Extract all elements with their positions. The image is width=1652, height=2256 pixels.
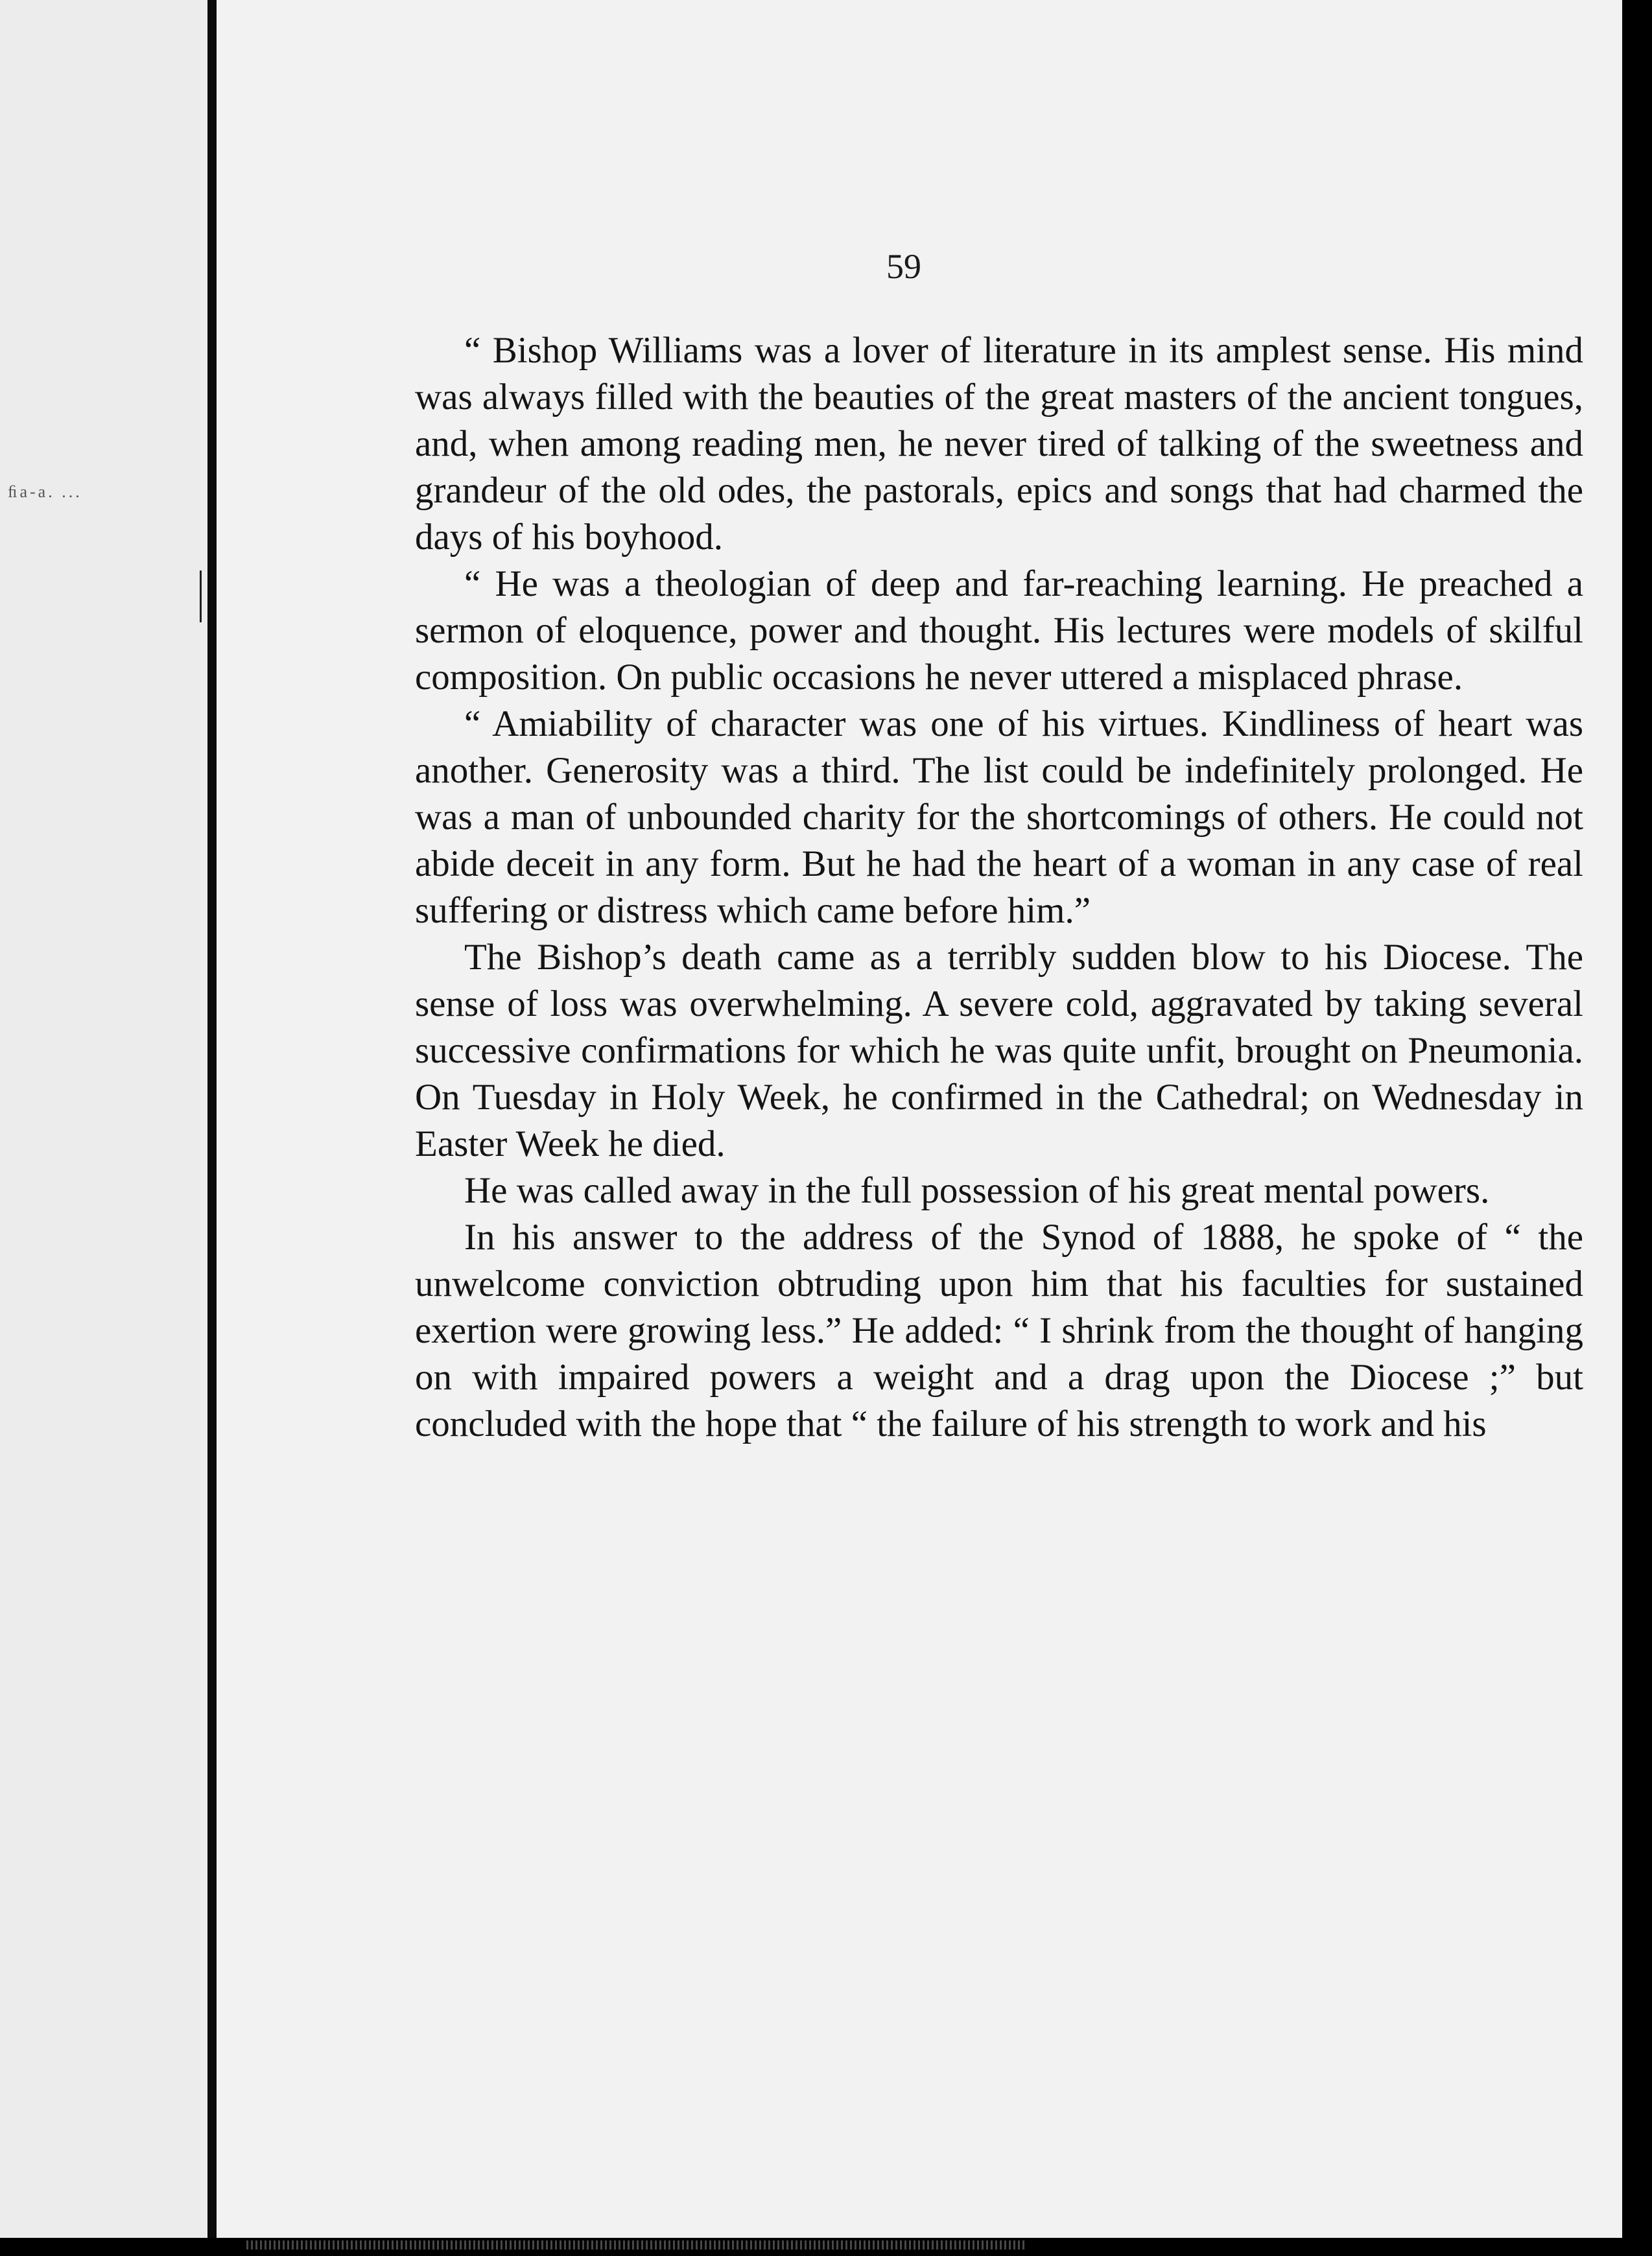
book-gutter [207,0,217,2238]
page-body [415,327,1583,1448]
scan-noise [246,2240,1024,2250]
facing-page [0,0,207,2238]
paragraph: “ He was a theologian of deep and far-reaching learning. He preached a sermon of eloquence, power and thought. His lectures were models of skilful composition. On public occasions he never uttered a misplaced phrase. [415,563,1583,698]
page-number: 59 [886,247,921,286]
paragraph: He was called away in the full possession of his great mental powers. [464,1170,1490,1211]
facing-page-bleed-text: ﬁa-a. ... [8,482,82,501]
paragraph: The Bishop’s death came as a terribly sudden blow to his Diocese. The sense of loss was overwhelming. A severe cold, aggravated by taking several successive confirmations for which he was quite unfit, brought on Pneumonia. On Tuesday in Holy Week, he confirmed in the Cathedral; on Wednesday in Easter Week he died. [415,937,1583,1164]
paragraph: In his answer to the address of the Synod of 1888, he spoke of “ the unwelcome conviction obtruding upon him that his faculties for sustained exertion were growing less.” He added: “ I shrink from the thought of hanging on with impaired powers a weight and a drag upon the Diocese ;” but concluded with the hope that “ the failure of his strength to work and his [415,1217,1583,1444]
paragraph: “ Bishop Williams was a lover of literature in its amplest sense. His mind was always filled with the beauties of the great masters of the ancient tongues, and, when among reading men, he never tired of talking of the sweetness and grandeur of the old odes, the pastorals, epics and songs that had charmed the days of his boyhood. [415,330,1583,558]
book-page [217,0,1622,2238]
paragraph: “ Amiability of character was one of his virtues. Kindliness of heart was another. Generosity was a third. The list could be indefinitely prolonged. He was a man of unbounded charity for the shortcomings of others. He could not abide deceit in any form. But he had the heart of a woman in any case of real suffering or distress which came before him.” [415,703,1583,931]
